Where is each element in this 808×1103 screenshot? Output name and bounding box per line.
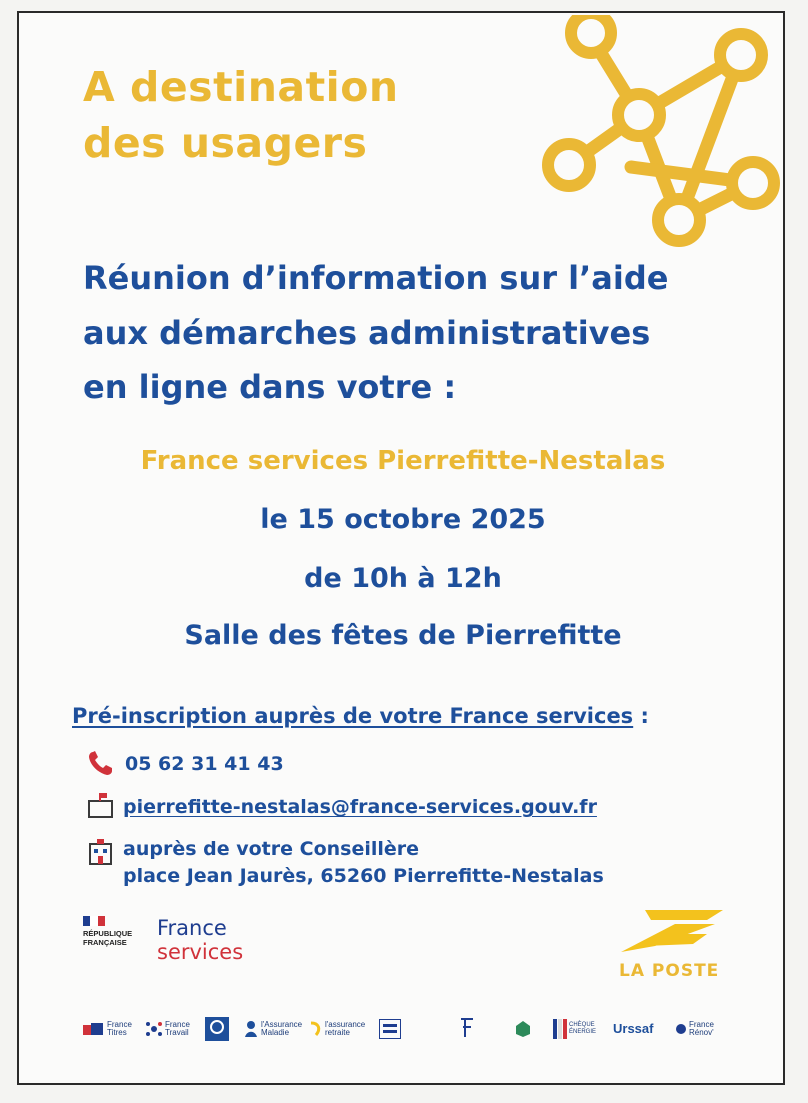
- event-time: de 10h à 12h: [304, 563, 502, 594]
- la-poste-bird-icon: [615, 906, 727, 956]
- partner-logo-france-renov: France Rénov': [675, 1013, 714, 1045]
- partner-logo-assurance-retraite: l'assurance retraite: [309, 1013, 365, 1045]
- france-renov-icon: [675, 1023, 687, 1035]
- france-services-line-2: services: [157, 940, 244, 964]
- building-icon: [87, 838, 115, 866]
- event-venue: Salle des fêtes de Pierrefitte: [184, 620, 622, 651]
- registration-intro: [72, 704, 649, 728]
- flyer-page: [17, 11, 785, 1085]
- network-nodes-icon: [531, 15, 781, 247]
- partner-logo-urssaf: Urssaf: [613, 1021, 654, 1036]
- republique-line-2: FRANÇAISE: [83, 938, 127, 947]
- partner-logos-row: [83, 1013, 733, 1045]
- french-flag-icon: [83, 916, 105, 926]
- registration-in-person-line-2: place Jean Jaurès, 65260 Pierrefitte-Nestalas: [123, 865, 604, 887]
- registration-intro-text: Pré-inscription auprès de votre France services: [72, 704, 634, 728]
- mailbox-icon: [87, 792, 115, 820]
- partner-logo-france-travail: France Travail: [145, 1013, 190, 1045]
- partner-logo-impots: [457, 1013, 475, 1045]
- france-travail-icon: [145, 1020, 163, 1038]
- france-services-line-1: France: [157, 916, 227, 940]
- registration-in-person-line-1: auprès de votre Conseillère: [123, 838, 420, 860]
- heading-line-2: des usagers: [83, 119, 368, 167]
- msa-icon: [379, 1019, 401, 1039]
- la-poste-label: LA POSTE: [619, 961, 720, 981]
- partner-logo-msa: [379, 1013, 401, 1045]
- france-titres-icon: [83, 1022, 105, 1036]
- impots-f-icon: [457, 1017, 475, 1041]
- registration-email[interactable]: [123, 796, 597, 818]
- title-line-1: Réunion d’information sur l’aide: [83, 259, 669, 297]
- partner-logo-france-titres: France Titres: [83, 1013, 132, 1045]
- registration-email-link[interactable]: pierrefitte-nestalas@france-services.gouv.fr: [123, 796, 597, 818]
- partner-logo-agirc-arrco: [515, 1013, 531, 1045]
- title-line-2: aux démarches administratives: [83, 314, 651, 352]
- partner-logo-assurance-maladie: l'Assurance Maladie: [243, 1013, 302, 1045]
- partner-logo-caf: [205, 1013, 229, 1045]
- event-date: le 15 octobre 2025: [260, 504, 546, 535]
- phone-icon: [87, 749, 115, 777]
- cheque-energie-flag-icon: [553, 1019, 567, 1039]
- agirc-arrco-icon: [515, 1020, 531, 1038]
- republique-francaise-logo: [83, 916, 153, 966]
- event-location-name: France services Pierrefitte-Nestalas: [140, 446, 666, 476]
- heading-line-1: A destination: [83, 63, 399, 111]
- france-services-logo: [157, 916, 243, 964]
- registration-colon: :: [640, 704, 649, 728]
- partner-logo-cheque-energie: CHÈQUE ÉNERGIE: [553, 1013, 596, 1045]
- title-line-3: en ligne dans votre :: [83, 368, 457, 406]
- registration-phone: 05 62 31 41 43: [125, 753, 284, 775]
- assurance-retraite-icon: [309, 1021, 323, 1037]
- assurance-maladie-icon: [243, 1020, 259, 1038]
- republique-line-1: RÉPUBLIQUE: [83, 929, 133, 938]
- caf-icon: [205, 1017, 229, 1041]
